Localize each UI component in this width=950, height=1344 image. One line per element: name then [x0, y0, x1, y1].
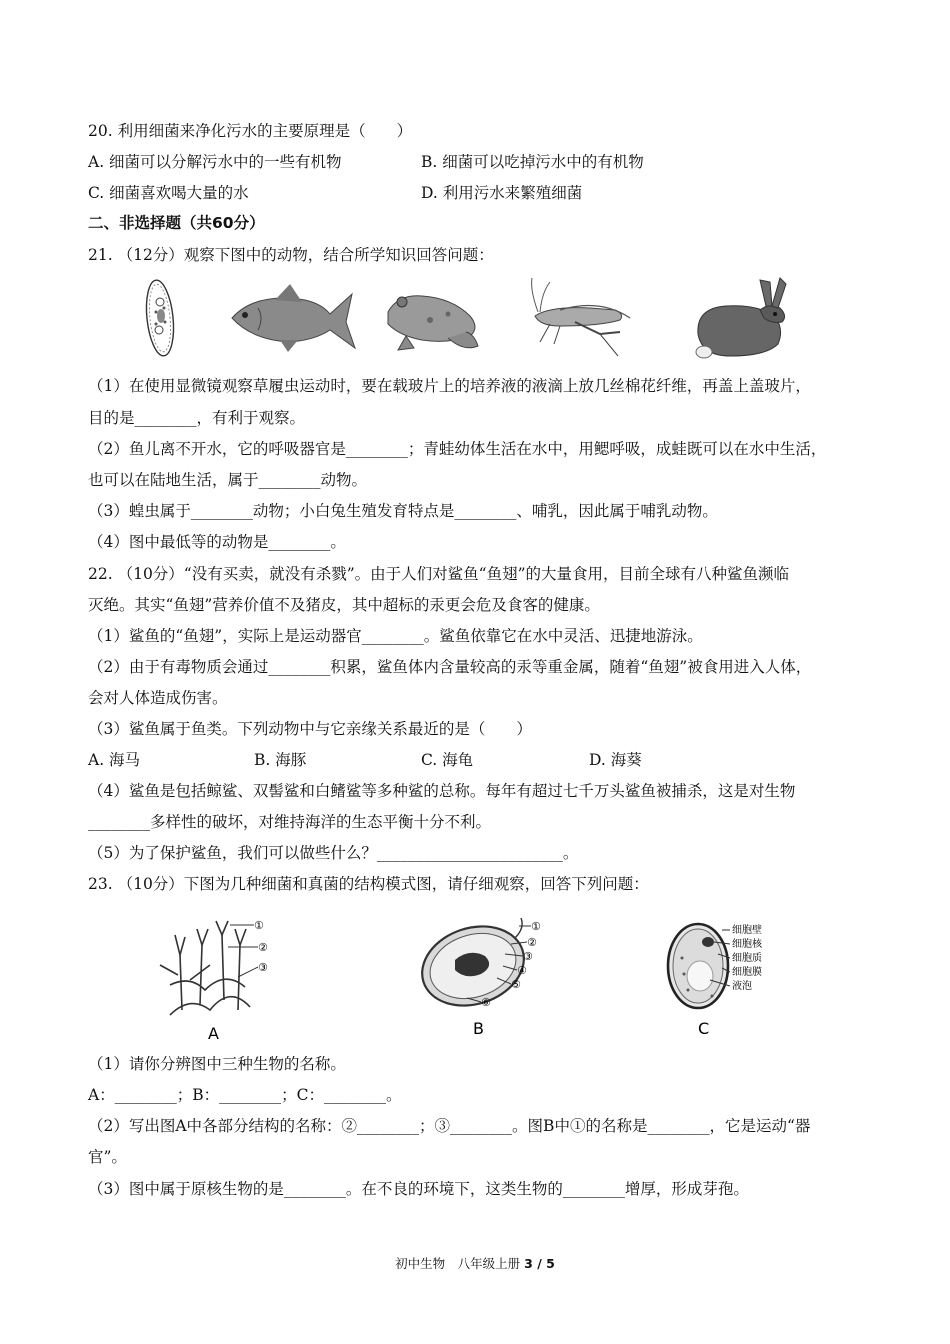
fig-a-mark-2: ②	[258, 941, 268, 954]
q20-option-d: D. 利用污水来繁殖细菌	[421, 184, 583, 202]
q22-part4-line2: ________多样性的破坏，对维持海洋的生态平衡十分不利。	[88, 813, 492, 831]
q22-option-d: D. 海葵	[589, 751, 642, 769]
fig-b-mark-1: ①	[531, 920, 541, 933]
fig-a-mark-3: ③	[258, 961, 268, 974]
fig-c-mark-cytoplasm: 细胞质	[732, 953, 762, 964]
q22-part1: （1）鲨鱼的“鱼翅”，实际上是运动器官________。鲨鱼依靠它在水中灵活、迅捷地游泳。	[88, 627, 703, 645]
q21-part2-line2: 也可以在陆地生活，属于________动物。	[88, 471, 368, 489]
q23-stem: 23. （10分）下图为几种细菌和真菌的结构模式图，请仔细观察，回答下列问题：	[88, 875, 649, 893]
q21-part1-line2: 目的是________，有利于观察。	[88, 409, 306, 427]
q20-option-c: C. 细菌喜欢喝大量的水	[88, 184, 249, 202]
q22-part4-line1: （4）鲨鱼是包括鲸鲨、双髻鲨和白鳍鲨等多种鲨的总称。每年有超过七千万头鲨鱼被捕杀，这是对生物	[88, 782, 796, 800]
paramecium-icon	[143, 279, 177, 357]
q23-figure-b	[415, 918, 555, 1040]
page-footer	[0, 1254, 950, 1272]
q23-part1-answers: A：________；B：________；C：________。	[88, 1086, 402, 1104]
section-heading: 二、非选择题（共60分）	[88, 214, 265, 232]
q22-option-c: C. 海龟	[421, 751, 474, 769]
fig-b-mark-4: ④	[517, 964, 527, 977]
fig-a-label: A	[208, 1024, 219, 1043]
frog-icon	[388, 296, 478, 350]
q23-figure-c	[662, 918, 802, 1040]
fig-c-mark-membrane: 细胞膜	[732, 967, 762, 978]
q22-option-b: B. 海豚	[254, 751, 307, 769]
fig-c-mark-vacuole: 液泡	[732, 981, 752, 992]
q23-part2-line2: 官”。	[88, 1148, 127, 1166]
rabbit-icon	[696, 278, 786, 358]
footer-text: 初中生物 八年级上册	[395, 1256, 521, 1271]
fish-icon	[232, 284, 355, 352]
q20-stem: 20. 利用细菌来净化污水的主要原理是（ ）	[88, 122, 413, 140]
q22-part3: （3）鲨鱼属于鱼类。下列动物中与它亲缘关系最近的是（ ）	[88, 720, 532, 738]
q23-figure-a	[150, 915, 290, 1043]
q21-part2-line1: （2）鱼儿离不开水，它的呼吸器官是________；青蛙幼体生活在水中，用鳃呼吸，成蛙既可以在水中生活，	[88, 440, 827, 458]
q22-part2-line1: （2）由于有毒物质会通过________积累，鲨鱼体内含量较高的汞等重金属，随着“鱼翅”被食用进入人体，	[88, 658, 812, 676]
q20-option-b: B. 细菌可以吃掉污水中的有机物	[421, 153, 644, 171]
q22-part2-line2: 会对人体造成伤害。	[88, 689, 228, 707]
q22-stem-line2: 灭绝。其实“鱼翅”营养价值不及猪皮，其中超标的汞更会危及食客的健康。	[88, 596, 600, 614]
q22-stem-line1: 22. （10分）“没有买卖，就没有杀戮”。由于人们对鲨鱼“鱼翅”的大量食用，目前全球有八种鲨鱼濒临	[88, 565, 789, 583]
q22-option-a: A. 海马	[88, 751, 141, 769]
q21-part1-line1: （1）在使用显微镜观察草履虫运动时，要在载玻片上的培养液的液滴上放几丝棉花纤维，再盖上盖玻片，	[88, 377, 811, 395]
q20-option-a: A. 细菌可以分解污水中的一些有机物	[88, 153, 342, 171]
q21-animal-figures	[130, 272, 810, 364]
fig-a-mark-1: ①	[254, 919, 264, 932]
q21-part4: （4）图中最低等的动物是________。	[88, 533, 346, 551]
grasshopper-icon	[532, 278, 630, 356]
fig-b-mark-5: ⑤	[511, 978, 521, 991]
fig-c-mark-nucleus: 细胞核	[732, 939, 762, 950]
q21-stem: 21. （12分）观察下图中的动物，结合所学知识回答问题：	[88, 246, 494, 264]
fig-b-label: B	[473, 1019, 484, 1038]
page-number: 3 / 5	[524, 1256, 555, 1271]
q23-part2-line1: （2）写出图A中各部分结构的名称：②________；③________。图B中①的名称是________，它是运动“器	[88, 1117, 811, 1135]
fig-c-mark-cell-wall: 细胞壁	[732, 925, 762, 936]
fig-b-mark-3: ③	[523, 950, 533, 963]
fig-c-label: C	[698, 1019, 710, 1038]
q21-part3: （3）蝗虫属于________动物；小白兔生殖发育特点是________、哺乳，因此属于哺乳动物。	[88, 502, 718, 520]
q23-part3: （3）图中属于原核生物的是________。在不良的环境下，这类生物的________增厚，形成芽孢。	[88, 1180, 749, 1198]
q22-part5: （5）为了保护鲨鱼，我们可以做些什么？________________________。	[88, 844, 579, 862]
fig-b-mark-2: ②	[527, 936, 537, 949]
q23-part1: （1）请你分辨图中三种生物的名称。	[88, 1055, 346, 1073]
fig-b-mark-6: ⑥	[481, 996, 491, 1009]
